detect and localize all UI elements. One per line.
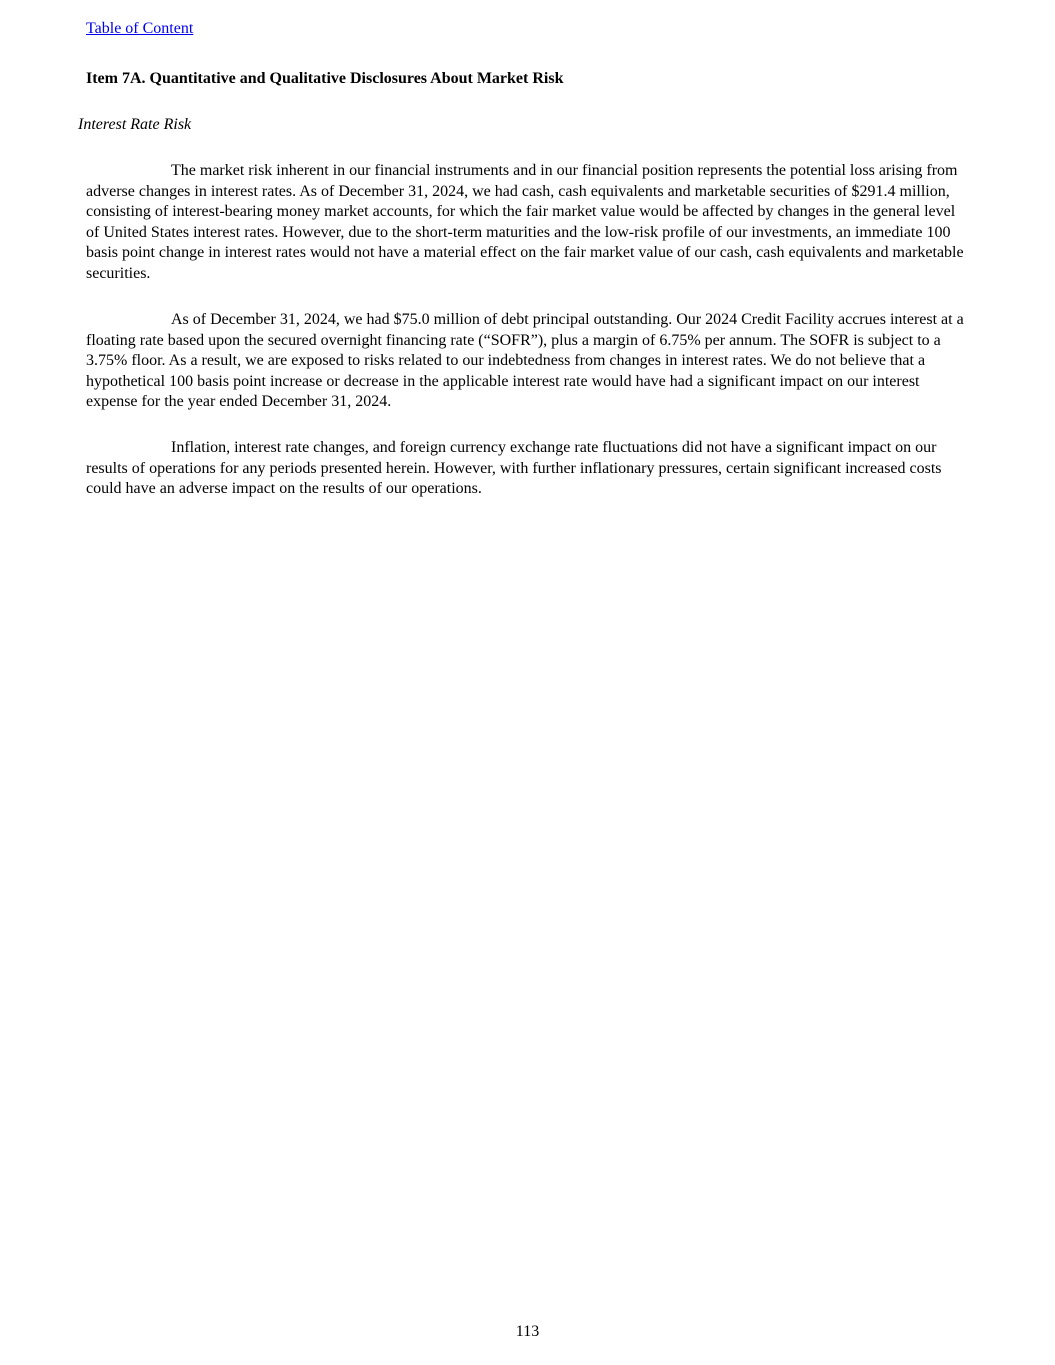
- table-of-content-link[interactable]: Table of Content: [86, 20, 194, 37]
- paragraph-inflation: Inflation, interest rate changes, and foreign currency exchange rate fluctuations did not have a significant impact on our results of operations for any periods presented herein. However, with further inflationary pressures, certain significant increased costs could have an adverse impact on the results of our operations.: [86, 439, 942, 498]
- page-number: 113: [515, 1323, 540, 1340]
- paragraph-market-risk: The market risk inherent in our financial instruments and in our financial position represents the potential loss arising from adverse changes in interest rates. As of December 31, 2024, we had cash, cash equivalents and marketable securities of $291.4 million, consisting of interest-bearing money market accounts, for which the fair market value would be affected by changes in the general level of United States interest rates. However, due to the short-term maturities and the low-risk profile of our investments, an immediate 100 basis point change in interest rates would not have a material effect on the fair market value of our cash, cash equivalents and marketable securities.: [86, 162, 964, 282]
- interest-rate-risk-subheading: Interest Rate Risk: [78, 116, 192, 133]
- section-heading: Item 7A. Quantitative and Qualitative Disclosures About Market Risk: [86, 70, 564, 87]
- paragraph-debt-principal: As of December 31, 2024, we had $75.0 million of debt principal outstanding. Our 2024 Credit Facility accrues interest at a floating rate based upon the secured overnight financing rate (“SOFR”), plus a margin of 6.75% per annum. The SOFR is subject to a 3.75% floor. As a result, we are exposed to risks related to our indebtedness from changes in interest rates. We do not believe that a hypothetical 100 basis point increase or decrease in the applicable interest rate would have had a significant impact on our interest expense for the year ended December 31, 2024.: [86, 311, 964, 411]
